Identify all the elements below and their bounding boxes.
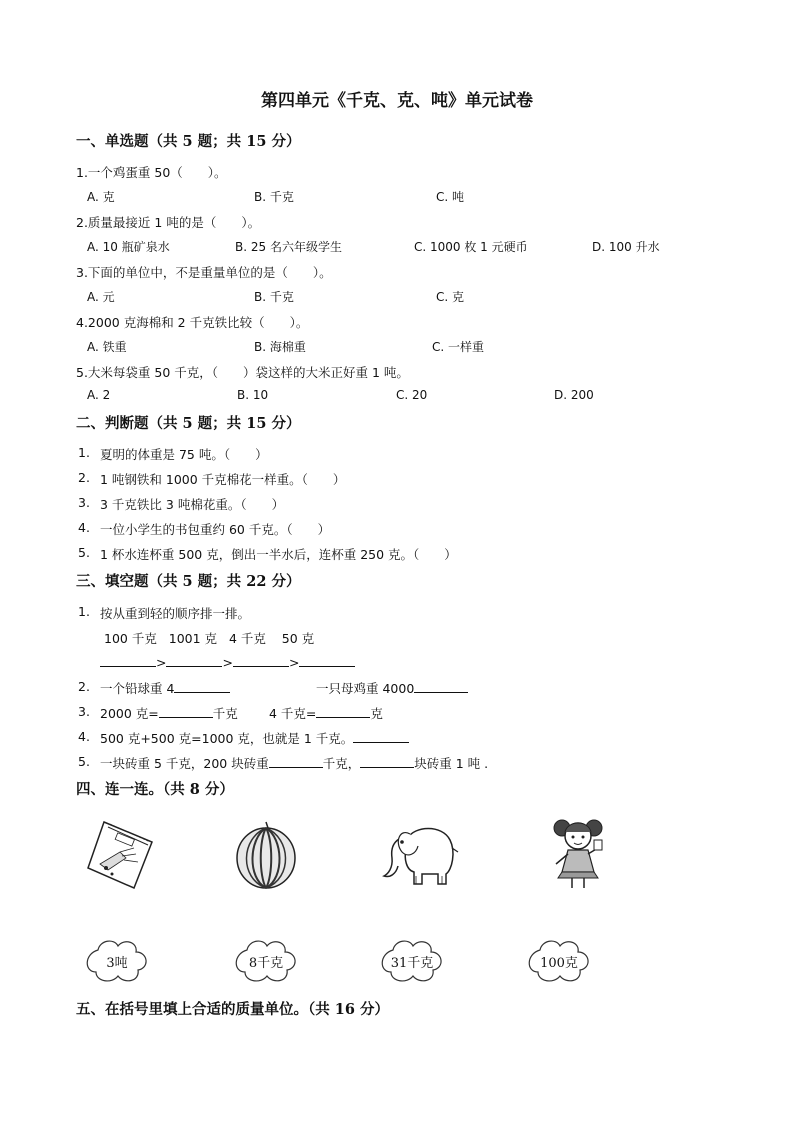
answer-blank[interactable] [100,654,156,667]
option-2c: C. 1000 枚 1 元硬币 [414,240,528,254]
fill-question-5 [100,754,488,772]
fill-question-4 [100,729,409,747]
fill-question-3a [100,704,238,722]
fill-text: 块砖重 1 吨 . [414,756,489,771]
tf-number-1: 1. [78,445,90,460]
cloud-text: 8千克 [248,956,284,971]
section-heading-1: 一、单选题（共 5 题；共 15 分） [76,133,301,150]
answer-blank[interactable] [269,755,323,768]
section-heading-2: 二、判断题（共 5 题；共 15 分） [76,415,301,432]
answer-blank[interactable] [299,654,355,667]
unit-text: 千克 [212,706,238,721]
answer-blank[interactable] [174,680,230,693]
tf-statement-5: 1 杯水连杯重 500 克，倒出一半水后，连杯重 250 克。（ ） [100,547,457,562]
section-heading-3: 三、填空题（共 5 题；共 22 分） [76,573,301,590]
fill-question-2b [316,679,468,697]
weights-list: 100 千克 1001 克 4 千克 50 克 [104,631,315,646]
girl-icon[interactable] [548,814,610,890]
answer-blank[interactable] [360,755,414,768]
fill-text: 一块砖重 5 千克，200 块砖重 [100,756,269,771]
seed-packet-icon[interactable] [86,818,156,890]
tf-number-5: 5. [78,545,90,560]
fill-question-2a [100,679,230,697]
option-5d: D. 200 [554,388,594,402]
fill-text: 4 千克= [269,706,317,721]
greater-than-sign: > [288,655,300,670]
answer-blank[interactable] [353,730,409,743]
fill-number-1: 1. [78,604,90,619]
fill-text: 500 克+500 克=1000 克，也就是 1 千克。 [100,731,354,746]
tf-statement-2: 1 吨钢铁和 1000 千克棉花一样重。（ ） [100,472,346,487]
question-3: 3.下面的单位中，不是重量单位的是（ ）。 [76,265,332,280]
fill-text: 一只母鸡重 4000 [316,681,415,696]
tf-statement-4: 一位小学生的书包重约 60 千克。（ ） [100,522,331,537]
fill-text: 2000 克= [100,706,159,721]
tf-number-3: 3. [78,495,90,510]
unit-text: 克 [370,706,383,721]
option-3b: B. 千克 [254,290,294,304]
option-3c: C. 克 [436,290,465,304]
question-5: 5.大米每袋重 50 千克，（ ）袋这样的大米正好重 1 吨。 [76,365,409,380]
greater-than-sign: > [222,655,233,670]
option-2b: B. 25 名六年级学生 [235,240,342,254]
option-2a: A. 10 瓶矿泉水 [87,240,170,254]
cloud-text: 31千克 [390,956,434,971]
fill-text: 一个铅球重 4 [100,681,175,696]
tf-number-4: 4. [78,520,90,535]
answer-blank[interactable] [159,705,213,718]
option-5c: C. 20 [396,388,428,402]
fill-text: 千克， [322,756,361,771]
page-title: 第四单元《千克、克、吨》单元试卷 [261,91,533,111]
cloud-label-3[interactable] [379,938,445,984]
fill-number-2: 2. [78,679,90,694]
cloud-label-1[interactable] [84,938,150,984]
option-1b: B. 千克 [254,190,294,204]
option-2d: D. 100 升水 [592,240,660,254]
question-2: 2.质量最接近 1 吨的是（ ）。 [76,215,261,230]
option-1a: A. 克 [87,190,115,204]
fill-question-1: 按从重到轻的顺序排一排。 [100,606,251,621]
option-1c: C. 吨 [436,190,465,204]
elephant-icon[interactable] [380,818,460,888]
option-4a: A. 铁重 [87,340,127,354]
answer-blank[interactable] [414,680,468,693]
section-heading-4: 四、连一连。（共 8 分） [76,781,234,798]
section-heading-5: 五、在括号里填上合适的质量单位。（共 16 分） [76,1001,390,1018]
answer-blank[interactable] [316,705,370,718]
question-4: 4.2000 克海棉和 2 千克铁比较（ ）。 [76,315,309,330]
cloud-text: 3吨 [106,956,128,971]
tf-statement-3: 3 千克铁比 3 吨棉花重。（ ） [100,497,285,512]
watermelon-icon[interactable] [235,820,297,890]
ordering-row [100,654,355,670]
fill-question-3b [269,704,383,722]
fill-number-3: 3. [78,704,90,719]
option-4c: C. 一样重 [432,340,485,354]
cloud-label-4[interactable] [526,938,592,984]
cloud-text: 100克 [540,956,578,971]
fill-number-5: 5. [78,754,90,769]
answer-blank[interactable] [166,654,222,667]
tf-statement-1: 夏明的体重是 75 吨。（ ） [100,447,268,462]
greater-than-sign: > [156,655,167,670]
tf-number-2: 2. [78,470,90,485]
answer-blank[interactable] [233,654,289,667]
option-5a: A. 2 [87,388,111,402]
question-1: 1.一个鸡蛋重 50（ ）。 [76,165,227,180]
cloud-label-2[interactable] [233,938,299,984]
option-3a: A. 元 [87,290,115,304]
option-4b: B. 海棉重 [254,340,306,354]
option-5b: B. 10 [237,388,269,402]
fill-number-4: 4. [78,729,90,744]
